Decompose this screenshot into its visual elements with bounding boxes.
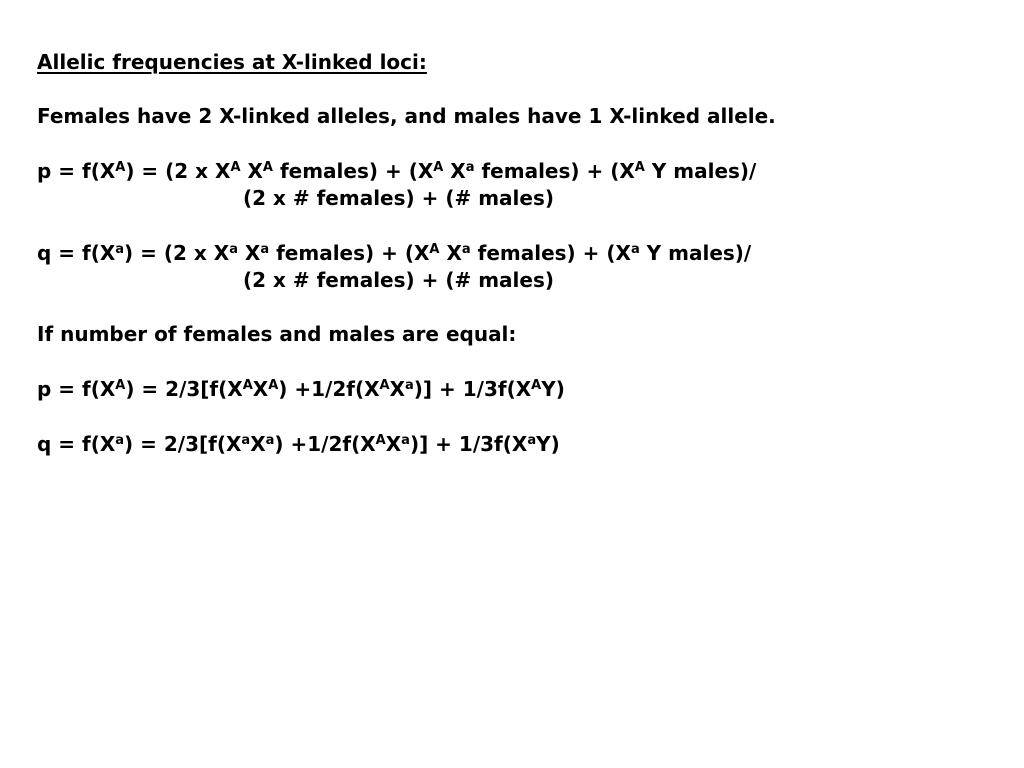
q-formula-sup-3: a: [260, 242, 270, 257]
p-equal-sup-2: A: [242, 378, 253, 393]
p-equal-text-6: )] + 1/3f(X: [413, 377, 532, 401]
p-formula-sup-3: A: [262, 160, 273, 175]
p-equal-text-3: X: [252, 377, 269, 401]
q-formula-sup-1: a: [115, 242, 125, 257]
p-formula-sup-2: A: [230, 160, 241, 175]
p-equal-text-1: p = f(X: [37, 377, 116, 401]
q-equal-text-2: ) = 2/3[f(X: [124, 432, 242, 456]
p-formula-sup-1: A: [115, 160, 126, 175]
q-formula-text-5: X: [439, 241, 462, 265]
q-equal-text-5: X: [385, 432, 402, 456]
q-formula-text-3: X: [237, 241, 261, 265]
p-formula-text-5: X: [443, 159, 466, 183]
p-equal-text-5: X: [389, 377, 405, 401]
q-formula-text-4: females) + (X: [269, 241, 430, 265]
p-formula-line: [37, 158, 756, 185]
q-formula-text-6: females) + (X: [470, 241, 631, 265]
p-equal-sup-4: A: [379, 378, 390, 393]
p-equal-sup-5: a: [405, 378, 414, 393]
p-formula-text-1: p = f(X: [37, 159, 116, 183]
p-equal-sup-1: A: [115, 378, 126, 393]
q-equal-formula: [37, 431, 560, 458]
q-equal-sup-5: a: [401, 433, 410, 448]
q-formula-sup-2: a: [229, 242, 238, 257]
q-equal-sup-4: A: [375, 433, 386, 448]
q-formula-denominator: (2 x # females) + (# males): [243, 268, 555, 292]
q-equal-text-6: )] + 1/3f(X: [409, 432, 528, 456]
p-formula-denominator: (2 x # females) + (# males): [243, 186, 555, 210]
intro-text: Females have 2 X-linked alleles, and males have 1 X-linked allele.: [37, 104, 776, 128]
slide-title: Allelic frequencies at X-linked loci:: [37, 50, 427, 74]
p-formula-sup-5: a: [465, 160, 475, 175]
q-equal-text-7: Y): [536, 432, 560, 456]
p-formula-text-4: females) + (X: [272, 159, 434, 183]
p-equal-formula: [37, 376, 565, 403]
q-equal-sup-1: a: [115, 433, 125, 448]
q-formula-sup-6: a: [630, 242, 640, 257]
p-equal-sup-6: A: [531, 378, 542, 393]
q-formula-sup-4: A: [429, 242, 440, 257]
p-formula-text-6: females) + (X: [474, 159, 635, 183]
q-formula-sup-5: a: [461, 242, 471, 257]
q-equal-sup-3: a: [265, 433, 275, 448]
q-formula-text-1: q = f(X: [37, 241, 116, 265]
p-formula-text-2: ) = (2 x X: [125, 159, 231, 183]
q-equal-text-3: X: [250, 432, 266, 456]
q-equal-text-4: ) +1/2f(X: [274, 432, 376, 456]
equal-heading: If number of females and males are equal:: [37, 322, 517, 346]
q-formula-line: [37, 240, 751, 267]
q-formula-text-2: ) = (2 x X: [124, 241, 230, 265]
p-formula-text-3: X: [240, 159, 263, 183]
q-equal-sup-2: a: [241, 433, 251, 448]
p-equal-sup-3: A: [268, 378, 279, 393]
p-equal-text-2: ) = 2/3[f(X: [125, 377, 243, 401]
p-formula-sup-4: A: [433, 160, 444, 175]
p-formula-sup-6: A: [634, 160, 645, 175]
q-formula-text-7: Y males)/: [639, 241, 752, 265]
p-formula-text-7: Y males)/: [644, 159, 757, 183]
q-equal-sup-6: a: [527, 433, 537, 448]
p-equal-text-4: ) +1/2f(X: [278, 377, 380, 401]
p-equal-text-7: Y): [541, 377, 565, 401]
q-equal-text-1: q = f(X: [37, 432, 116, 456]
